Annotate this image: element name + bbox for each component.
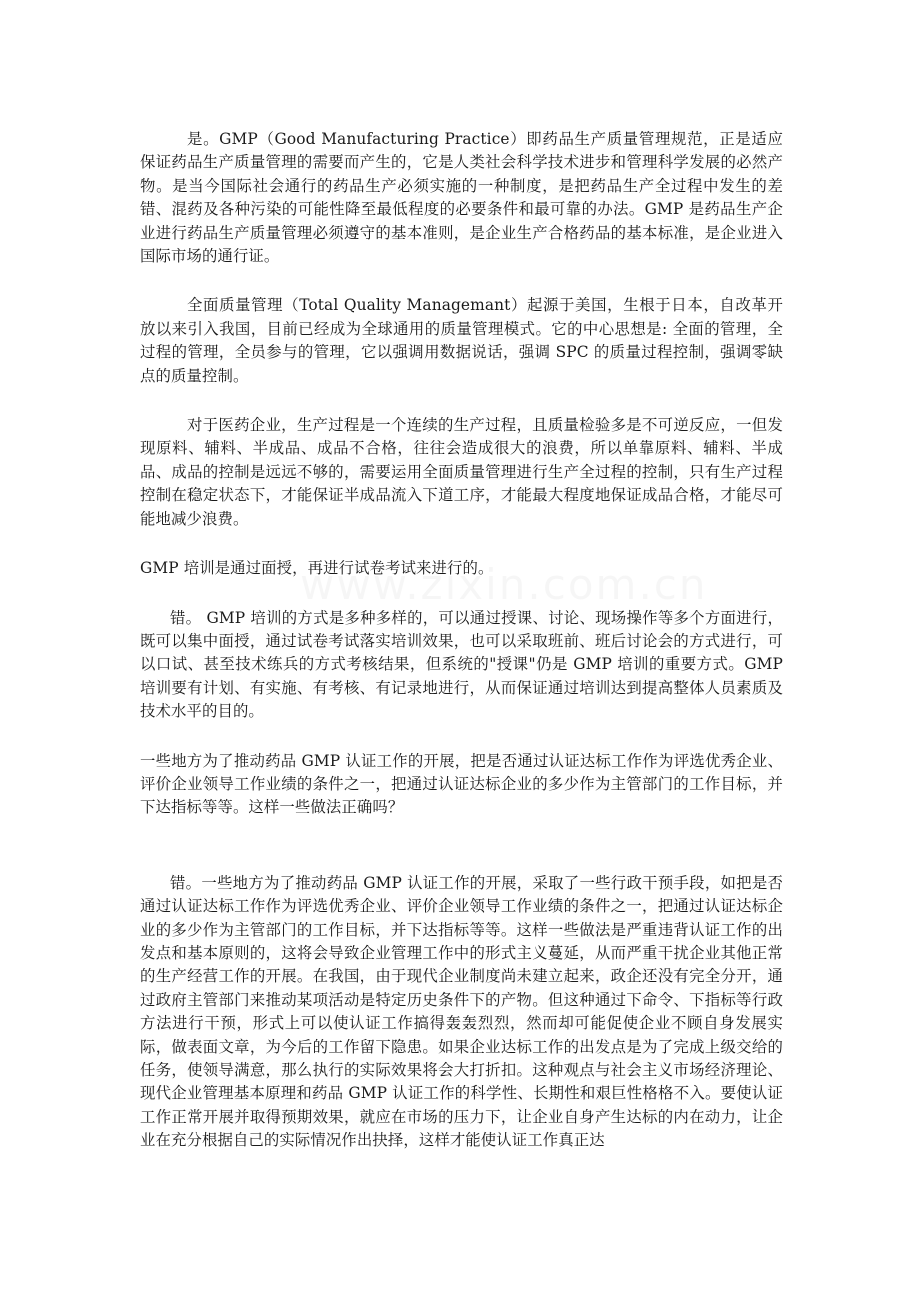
answer-certification: 错。一些地方为了推动药品 GMP 认证工作的开展，采取了一些行政干预手段，如把是否通过认证达标工作作为评选优秀企业、评价企业领导工作业绩的条件之一，把通过认证达标企业的多少作为主管部门的工作目标，并下达指标等等。这样一些做法是严重违背认证工作的出发点和基本原则的，这将会导致企业管理工作中的形式主义蔓延，从而严重干扰企业其他正常的生产经营工作的开展。在我国，由于现代企业制度尚未建立起来，政企还没有完全分开，通过政府主管部门来推动某项活动是特定历史条件下的产物。但这种通过下命令、下指标等行政方法进行干预，形式上可以使认证工作搞得轰轰烈烈，然而却可能促使企业不顾自身发展实际，做表面文章，为今后的工作留下隐患。如果企业达标工作的出发点是为了完成上级交给的任务，使领导满意，那么执行的实际效果将会大打折扣。这种观点与社会主义市场经济理论、现代企业管理基本原理和药品 GMP 认证工作的科学性、长期性和艰巨性格格不入。要使认证工作正常开展并取得预期效果，就应在市场的压力下，让企业自身产生达标的内在动力，让企业在充分根据自己的实际情况作出抉择，这样才能使认证工作真正达 <box>140 873 783 1150</box>
question-gmp-training: GMP 培训是通过面授，再进行试卷考试来进行的。 <box>140 559 494 578</box>
question-certification: 一些地方为了推动药品 GMP 认证工作的开展，把是否通过认证达标工作作为评选优秀企业、评价企业领导工作业绩的条件之一，把通过认证达标企业的多少作为主管部门的工作目标，并下达指标等等。这样一些做法正确吗？ <box>140 751 783 817</box>
paragraph-spacer <box>140 724 783 750</box>
paragraph-spacer <box>140 388 783 414</box>
paragraph-tqm: 全面质量管理（Total Quality Managemant）起源于美国，生根于日本，自改革开放以来引入我国，目前已经成为全球通用的质量管理模式。它的中心思想是: 全面的管理，全过程的管理，全员参与的管理，它以强调用数据说话，强调 SPC 的质量过程控制，强调零缺点的质量控制。 <box>140 296 783 385</box>
document-body <box>140 128 783 1153</box>
paragraph-spacer <box>140 581 783 607</box>
paragraph-spacer <box>140 820 783 872</box>
paragraph-pharma-process: 对于医药企业，生产过程是一个连续的生产过程，且质量检验多是不可逆反应，一但发现原料、辅料、半成品、成品不合格，往往会造成很大的浪费，所以单靠原料、辅料、半成品、成品的控制是远远不够的，需要运用全面质量管理进行生产全过程的控制，只有生产过程控制在稳定状态下，才能保证半成品流入下道工序，才能最大程度地保证成品合格，才能尽可能地减少浪费。 <box>140 416 783 528</box>
paragraph-spacer <box>140 268 783 294</box>
paragraph-spacer <box>140 531 783 557</box>
answer-gmp-training: 错。 GMP 培训的方式是多种多样的，可以通过授课、讨论、现场操作等多个方面进行，既可以集中面授，通过试卷考试落实培训效果，也可以采取班前、班后讨论会的方式进行，可以口试、甚至技术练兵的方式考核结果，但系统的"授课"仍是 GMP 培训的重要方式。GMP 培训要有计划、有实施、有考核、有记录地进行，从而保证通过培训达到提高整体人员素质及技术水平的目的。 <box>140 608 783 721</box>
paragraph-gmp-definition: 是。GMP（Good Manufacturing Practice）即药品生产质量管理规范，正是适应保证药品生产质量管理的需要而产生的，它是人类社会科学技术进步和管理科学发展的必然产物。是当今国际社会通行的药品生产必须实施的一种制度，是把药品生产全过程中发生的差错、混药及各种污染的可能性降至最低程度的必要条件和最可靠的办法。GMP 是药品生产企业进行药品生产质量管理必须遵守的基本准则，是企业生产合格药品的基本标准，是企业进入国际市场的通行证。 <box>140 130 783 266</box>
